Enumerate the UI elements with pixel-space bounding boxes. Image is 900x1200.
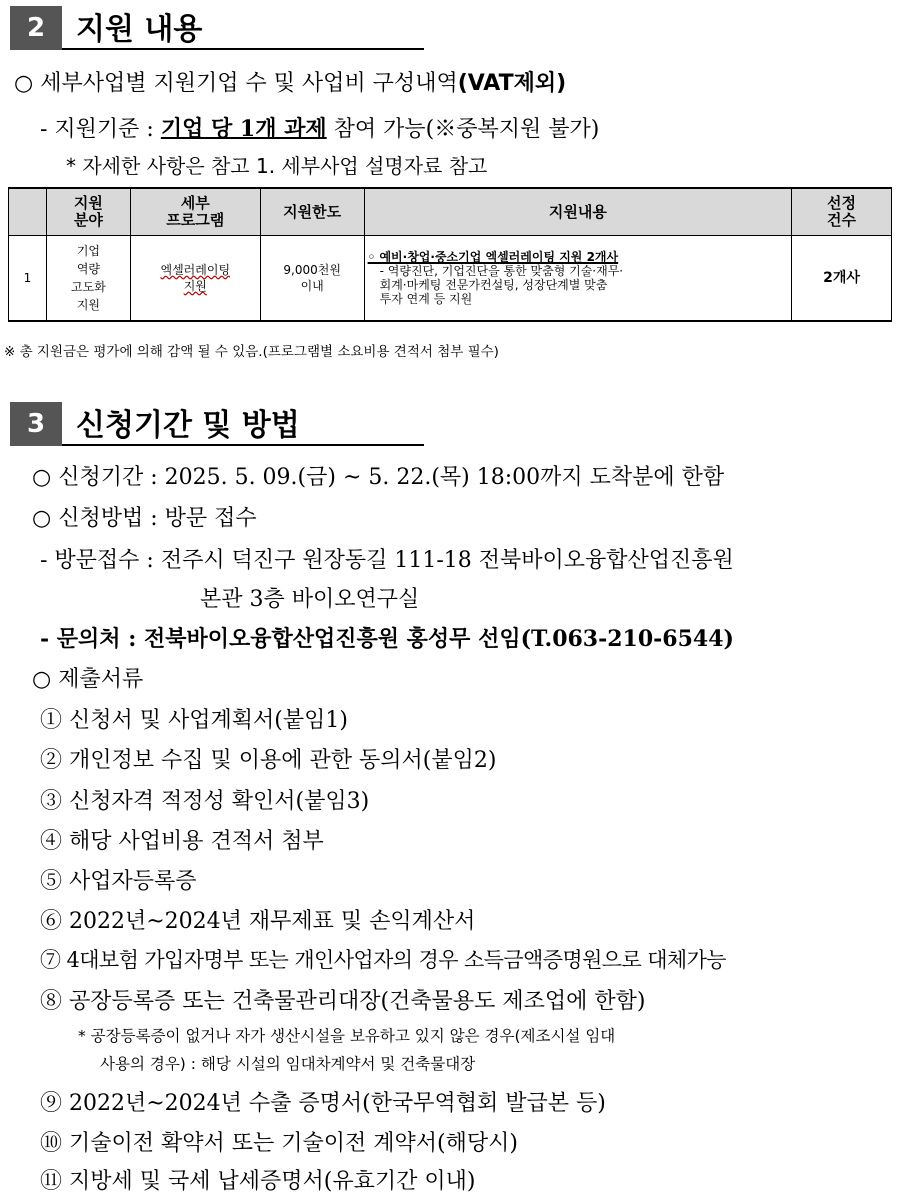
criteria-line (40, 112, 599, 143)
criteria-suffix: 참여 가능(※중복지원 불가) (326, 117, 600, 142)
header-program (130, 188, 260, 236)
doc-item: ⑦ 4대보험 가입자명부 또는 개인사업자의 경우 소득금액증명원으로 대체가능 (40, 948, 726, 972)
doc-item: ⑩ 기술이전 확약서 또는 기술이전 계약서(해당시) (40, 1131, 518, 1156)
cell-count: 2개사 (792, 236, 892, 322)
content-line-1: ◦ 예비·창업·중소기업 엑셀러레이팅 지원 2개사 (367, 250, 619, 264)
header-count-text: 선정 건수 (827, 194, 857, 229)
header-limit-text: 지원한도 (283, 202, 342, 221)
header-field (46, 188, 130, 236)
section-number: 3 (10, 402, 62, 446)
table-footnote: ※ 총 지원금은 평가에 의해 감액 될 수 있음.(프로그램별 소요비용 견적서 첨부 필수) (4, 344, 499, 360)
cell-program (130, 236, 260, 322)
doc-item: ⑨ 2022년~2024년 수출 증명서(한국무역협회 발급본 등) (40, 1091, 606, 1116)
section-underline (62, 48, 424, 50)
summary-line (14, 66, 566, 97)
detail-note: * 자세한 사항은 참고 1. 세부사업 설명자료 참고 (66, 154, 488, 178)
doc-item: ① 신청서 및 사업계획서(붙임1) (40, 708, 348, 733)
cell-program-text: 엑셀러레이팅 지원 (160, 263, 231, 293)
cell-field: 기업 역량 고도화 지원 (46, 236, 130, 322)
section-underline (62, 444, 424, 446)
table-row (9, 236, 892, 322)
summary-text: ○ 세부사업별 지원기업 수 및 사업비 구성내역 (14, 71, 458, 96)
table-header-row (9, 188, 892, 236)
header-content (364, 188, 791, 236)
doc-item: ⑤ 사업자등록증 (40, 869, 197, 894)
doc-item: ⑪ 지방세 및 국세 납세증명서(유효기간 이내) (40, 1169, 476, 1194)
header-limit (260, 188, 364, 236)
content-line-2: - 역량진단, 기업진단을 통한 맞춤형 기술·재무· 회계·마케팅 전문가컨설팅, 성장단계별 맞춤 투자 연계 등 지원 (379, 264, 624, 306)
cell-content (364, 236, 791, 322)
visit-line-1: - 방문접수 : 전주시 덕진구 원장동길 111-18 전북바이오융합산업진흥원 (40, 548, 734, 573)
section-3-header (10, 400, 300, 446)
cell-limit: 9,000천원 이내 (260, 236, 364, 322)
header-field-text: 지원 분야 (73, 194, 103, 229)
header-content-text: 지원내용 (548, 202, 607, 221)
support-table (8, 187, 892, 322)
method-line: ○ 신청방법 : 방문 접수 (32, 506, 257, 531)
section-title: 지원 내용 (76, 12, 203, 47)
section-number: 2 (10, 6, 62, 50)
summary-bold: (VAT제외) (457, 71, 567, 96)
header-count (792, 188, 892, 236)
doc-item: ② 개인정보 수집 및 이용에 관한 동의서(붙임2) (40, 748, 497, 773)
cell-no: 1 (9, 236, 47, 322)
criteria-prefix: - 지원기준 : (40, 117, 161, 142)
contact-line: - 문의처 : 전북바이오융합산업진흥원 홍성무 선임(T.063-210-6544) (40, 626, 734, 652)
doc-item: ③ 신청자격 적정성 확인서(붙임3) (40, 789, 370, 814)
doc-8-note-line-1: * 공장등록증이 없거나 자가 생산시설을 보유하고 있지 않은 경우(제조시설 임대 (78, 1027, 616, 1045)
doc-item: ④ 해당 사업비용 견적서 첨부 (40, 829, 324, 854)
period-line: ○ 신청기간 : 2025. 5. 09.(금) ~ 5. 22.(목) 18:00까지 도착분에 한함 (32, 465, 725, 490)
section-2-header (10, 4, 202, 50)
docs-title: ○ 제출서류 (32, 667, 144, 692)
doc-item: ⑥ 2022년~2024년 재무제표 및 손익계산서 (40, 909, 476, 934)
criteria-bold: 기업 당 1개 과제 (160, 116, 327, 142)
visit-line-2: 본관 3층 바이오연구실 (200, 587, 420, 612)
header-no (9, 188, 47, 236)
doc-item: ⑧ 공장등록증 또는 건축물관리대장(건축물용도 제조업에 한함) (40, 989, 646, 1014)
doc-8-note-line-2: 사용의 경우) : 해당 시설의 임대차계약서 및 건축물대장 (100, 1055, 476, 1073)
section-title: 신청기간 및 방법 (76, 408, 300, 443)
header-program-text: 세부 프로그램 (166, 194, 225, 229)
